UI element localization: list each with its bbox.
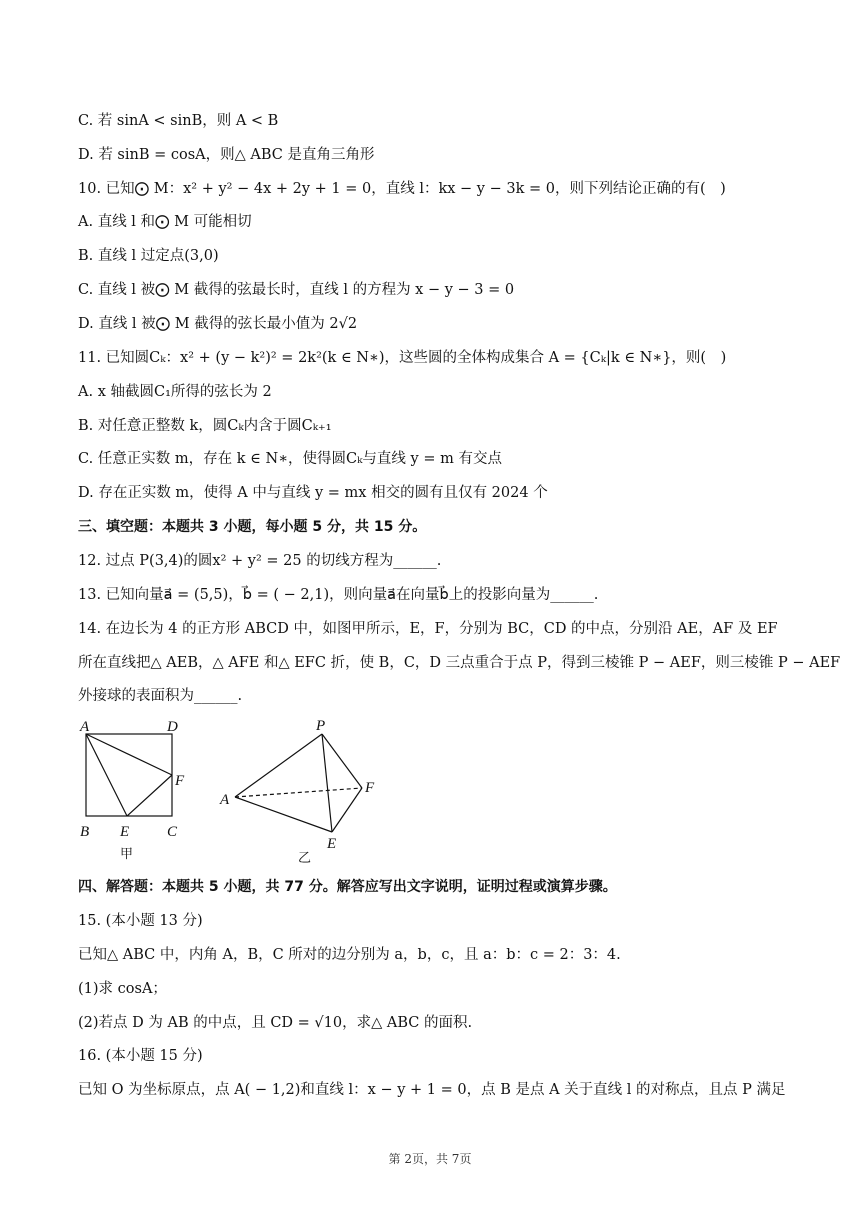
question-15-part-2: (2)若点 D 为 AB 的中点，且 CD = √10，求△ ABC 的面积.: [78, 1015, 473, 1031]
square-abcd: [86, 734, 172, 816]
edge-af-hidden: [235, 788, 362, 797]
question-16-stem: 已知 O 为坐标原点，点 A( − 1,2)和直线 l：x − y + 1 = 0，点 B 是点 A 关于直线 l 的对称点，且点 P 满足: [78, 1082, 786, 1098]
option-10c: C. 直线 l 被⨀ M 截得的弦最长时，直线 l 的方程为 x − y − 3 = 0: [78, 282, 515, 298]
figure-yi: [235, 734, 362, 832]
page-footer: 第 2页，共 7页: [388, 1152, 472, 1166]
option-10b: B. 直线 l 过定点(3,0): [78, 248, 219, 264]
label-p: P: [316, 718, 326, 734]
edge-pe: [322, 734, 332, 832]
question-14-line-1: 14. 在边长为 4 的正方形 ABCD 中，如图甲所示，E，F，分别为 BC，CD 的中点，分别沿 AE，AF 及 EF: [78, 621, 778, 637]
question-14-line-3: 外接球的表面积为______.: [78, 688, 243, 704]
segment-ef: [127, 775, 172, 816]
option-11c: C. 任意正实数 m，存在 k ∈ N∗，使得圆Cₖ与直线 y = m 有交点: [78, 451, 502, 467]
question-11: 11. 已知圆Cₖ：x² + (y − k²)² = 2k²(k ∈ N∗)，这些圆的全体构成集合 A = {Cₖ|k ∈ N∗}，则( ): [78, 350, 727, 366]
label-e2: E: [327, 836, 337, 852]
section-heading-fill-in: 三、填空题：本题共 3 小题，每小题 5 分，共 15 分。: [78, 519, 427, 535]
option-11b: B. 对任意正整数 k，圆Cₖ内含于圆Cₖ₊₁: [78, 418, 332, 434]
label-c: C: [167, 824, 178, 840]
label-a2: A: [220, 792, 230, 808]
figure-svg: [70, 712, 400, 868]
edge-pf: [322, 734, 362, 788]
option-9c: C. 若 sinA < sinB，则 A < B: [78, 113, 279, 129]
question-15-heading: 15. (本小题 13 分): [78, 913, 203, 929]
question-10: 10. 已知⨀ M：x² + y² − 4x + 2y + 1 = 0，直线 l：kx − y − 3k = 0，则下列结论正确的有( ): [78, 181, 726, 197]
label-a: A: [80, 719, 90, 735]
option-10d: D. 直线 l 被⨀ M 截得的弦长最小值为 2√2: [78, 316, 358, 332]
option-10a: A. 直线 l 和⨀ M 可能相切: [78, 214, 252, 230]
segment-af: [86, 734, 172, 775]
segment-ae: [86, 734, 127, 816]
section-heading-solutions: 四、解答题：本题共 5 小题，共 77 分。解答应写出文字说明，证明过程或演算步骤。: [78, 879, 617, 895]
question-14-line-2: 所在直线把△ AEB，△ AFE 和△ EFC 折，使 B，C，D 三点重合于点 P，得到三棱锥 P − AEF，则三棱锥 P − AEF: [78, 655, 841, 671]
label-f: F: [175, 773, 185, 789]
label-d: D: [167, 719, 178, 735]
question-15-stem: 已知△ ABC 中，内角 A，B，C 所对的边分别为 a，b，c，且 a：b：c = 2：3：4.: [78, 947, 621, 963]
edge-ae: [235, 797, 332, 832]
caption-jia: 甲: [120, 847, 134, 862]
label-f2: F: [365, 780, 375, 796]
option-11a: A. x 轴截圆C₁所得的弦长为 2: [78, 384, 272, 400]
question-15-part-1: (1)求 cosA；: [78, 981, 167, 997]
label-e: E: [120, 824, 130, 840]
question-12: 12. 过点 P(3,4)的圆x² + y² = 25 的切线方程为______.: [78, 553, 442, 569]
edge-ap: [235, 734, 322, 797]
label-b: B: [80, 824, 90, 840]
folding-figure: [70, 712, 400, 868]
question-13: 13. 已知向量a⃗ = (5,5)，b⃗ = ( − 2,1)，则向量a⃗在向量b⃗上的投影向量为______.: [78, 587, 599, 603]
option-11d: D. 存在正实数 m，使得 A 中与直线 y = mx 相交的圆有且仅有 2024 个: [78, 485, 548, 501]
edge-ef: [332, 788, 362, 832]
option-9d: D. 若 sinB = cosA，则△ ABC 是直角三角形: [78, 147, 375, 163]
figure-jia: [86, 734, 172, 816]
question-16-heading: 16. (本小题 15 分): [78, 1048, 203, 1064]
caption-yi: 乙: [298, 851, 312, 866]
